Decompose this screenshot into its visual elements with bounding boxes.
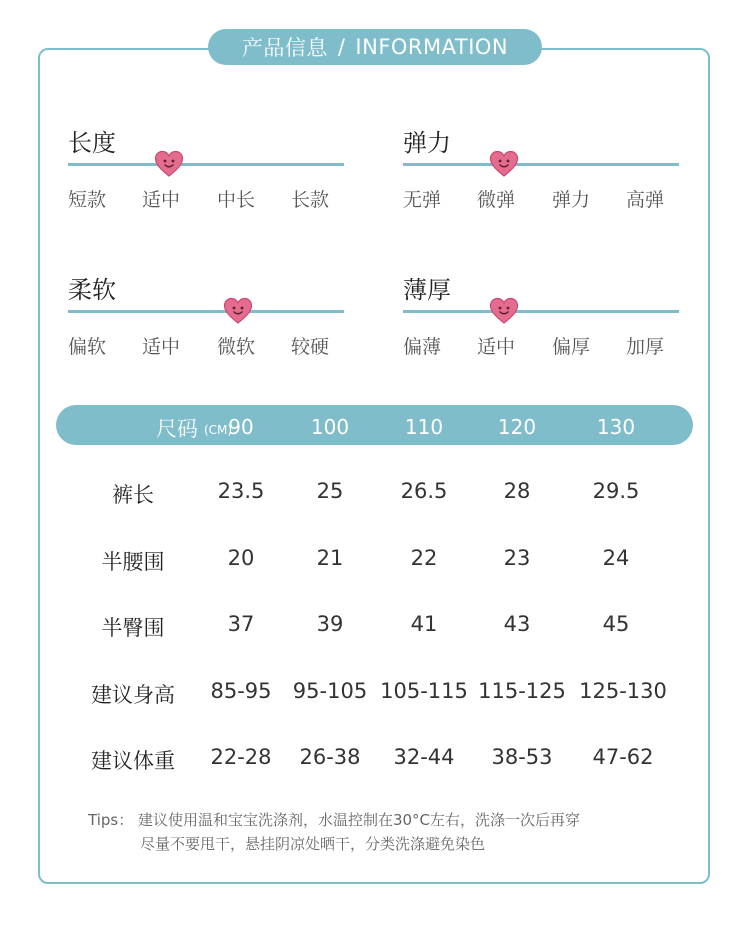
- attribute-name: 薄厚: [403, 276, 451, 304]
- heart-indicator-icon: [489, 297, 519, 325]
- level-label: 较硬: [291, 336, 330, 358]
- table-cell: 26-38: [299, 745, 361, 769]
- attribute-levels: [68, 332, 346, 360]
- row-label: 裤长: [112, 483, 154, 507]
- table-cell: 22-28: [210, 745, 272, 769]
- attribute-name: 长度: [68, 129, 116, 157]
- heart-indicator-icon: [154, 150, 184, 178]
- table-cell: 43: [503, 612, 531, 636]
- table-cell: 85-95: [210, 679, 272, 703]
- row-label: 建议身高: [91, 683, 175, 707]
- table-cell: 28: [503, 479, 531, 503]
- level-label: 偏软: [68, 336, 107, 358]
- table-cell: 21: [316, 546, 344, 570]
- table-cell: 38-53: [491, 745, 553, 769]
- title-separator: /: [337, 35, 346, 59]
- attribute-levels: [68, 185, 346, 213]
- attribute-track: [403, 163, 679, 166]
- size-header-cell: 120: [497, 415, 537, 439]
- table-cell: 105-115: [380, 679, 468, 703]
- attribute-levels: [403, 185, 681, 213]
- heart-indicator-icon: [223, 297, 253, 325]
- level-label: 无弹: [403, 189, 442, 211]
- table-cell: 115-125: [478, 679, 566, 703]
- table-cell: 41: [410, 612, 438, 636]
- table-cell: 29.5: [592, 479, 640, 503]
- attribute-track: [403, 310, 679, 313]
- attribute-length: [68, 123, 346, 223]
- level-label: 高弹: [626, 189, 665, 211]
- table-cell: 24: [602, 546, 630, 570]
- table-row: [56, 745, 693, 775]
- size-header-label: 尺码 (CM): [156, 417, 233, 441]
- table-cell: 45: [602, 612, 630, 636]
- table-cell: 47-62: [592, 745, 654, 769]
- table-cell: 23.5: [217, 479, 265, 503]
- level-label: 微弹: [477, 189, 516, 211]
- size-header-unit: (CM): [204, 423, 233, 437]
- attribute-track: [68, 310, 344, 313]
- tips-line-1: Tips： 建议使用温和宝宝洗涤剂，水温控制在30°C左右，洗涤一次后再穿: [88, 811, 581, 829]
- attribute-thickness: [403, 270, 681, 370]
- heart-indicator-icon: [489, 150, 519, 178]
- attribute-levels: [403, 332, 681, 360]
- table-row: [56, 479, 693, 509]
- table-cell: 25: [316, 479, 344, 503]
- level-label: 适中: [477, 336, 516, 358]
- level-label: 长款: [291, 189, 330, 211]
- attribute-name: 弹力: [403, 129, 451, 157]
- size-header-cell: 90: [228, 415, 254, 439]
- table-row: [56, 679, 693, 709]
- attribute-elasticity: [403, 123, 681, 223]
- attribute-track: [68, 163, 344, 166]
- row-label: 半臀围: [101, 616, 165, 640]
- level-label: 短款: [68, 189, 107, 211]
- attribute-name: 柔软: [68, 276, 116, 304]
- table-cell: 39: [316, 612, 344, 636]
- table-cell: 20: [227, 546, 255, 570]
- title-cn: 产品信息: [241, 36, 328, 60]
- level-label: 中长: [217, 189, 256, 211]
- size-header-cell: 110: [404, 415, 444, 439]
- level-label: 适中: [142, 336, 181, 358]
- level-label: 偏厚: [552, 336, 591, 358]
- level-label: 偏薄: [403, 336, 442, 358]
- size-header-cell: 130: [596, 415, 636, 439]
- row-label: 建议体重: [91, 749, 175, 773]
- table-cell: 125-130: [579, 679, 667, 703]
- table-cell: 22: [410, 546, 438, 570]
- size-table-header: [56, 405, 693, 445]
- table-cell: 26.5: [400, 479, 448, 503]
- level-label: 加厚: [626, 336, 665, 358]
- level-label: 适中: [142, 189, 181, 211]
- info-title: [208, 29, 542, 65]
- attribute-softness: [68, 270, 346, 370]
- table-cell: 32-44: [393, 745, 455, 769]
- table-row: [56, 546, 693, 576]
- table-row: [56, 612, 693, 642]
- table-cell: 37: [227, 612, 255, 636]
- table-cell: 95-105: [292, 679, 368, 703]
- level-label: 弹力: [552, 189, 591, 211]
- tips-line-2: 尽量不要甩干，悬挂阴凉处晒干，分类洗涤避免染色: [140, 835, 486, 853]
- size-header-cell: 100: [310, 415, 350, 439]
- table-cell: 23: [503, 546, 531, 570]
- level-label: 微软: [217, 336, 256, 358]
- row-label: 半腰围: [101, 550, 165, 574]
- care-tips: [88, 808, 580, 856]
- title-en: INFORMATION: [355, 35, 509, 59]
